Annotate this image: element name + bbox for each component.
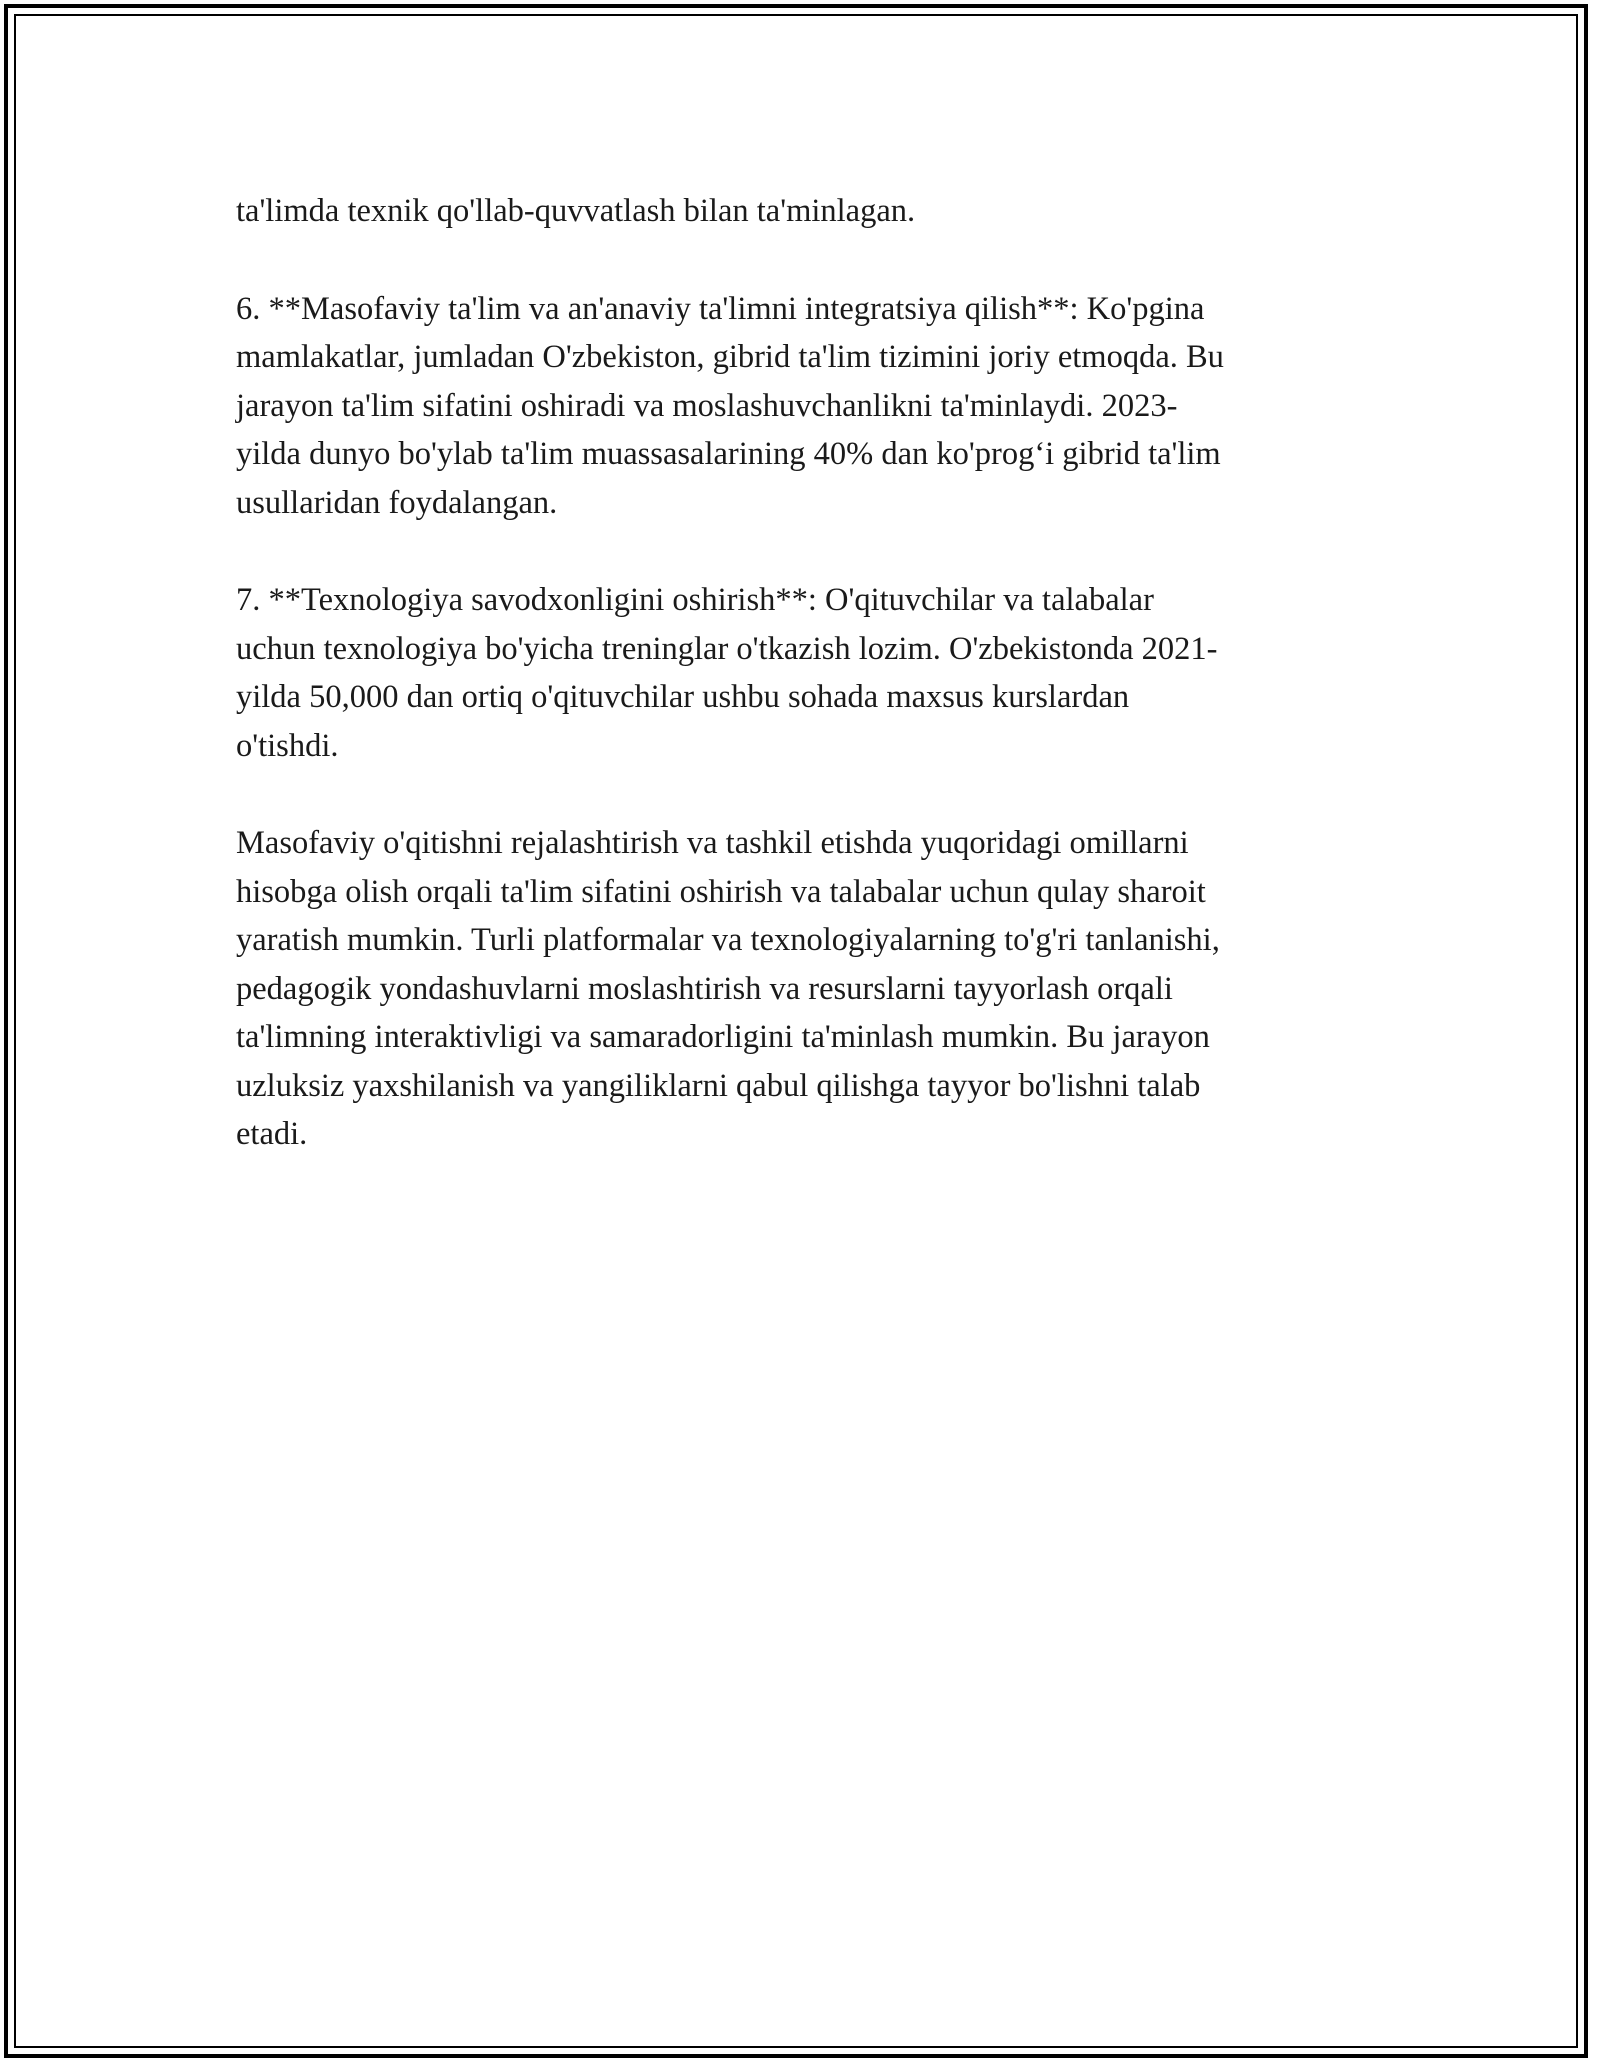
paragraph-conclusion: Masofaviy o'qitishni rejalashtirish va tashkil etishda yuqoridagi omillarni hisobga olish orqali ta'lim sifatini oshirish va talabalar uchun qulay sharoit yaratish mumkin. Turli platformalar va texnologiyalarning to'g'ri tanlanishi, pedagogik yondashuvlarni moslashtirish va resurslarni tayyorlash orqali ta'limning interaktivligi va samaradorligini ta'minlash mumkin. Bu jarayon uzluksiz yaxshilanish va yangiliklarni qabul qilishga tayyor bo'lishni talab etadi.: [236, 825, 1220, 1152]
document-body: [236, 187, 1356, 1208]
paragraph-continuation: ta'limda texnik qo'llab-quvvatlash bilan ta'minlagan.: [236, 193, 916, 229]
paragraph-item-6: 6. **Masofaviy ta'lim va an'anaviy ta'limni integratsiya qilish**: Ko'pgina mamlakatlar, jumladan O'zbekiston, gibrid ta'lim tizimini joriy etmoqda. Bu jarayon ta'lim sifatini oshiradi va moslashuvchanlikni ta'minlaydi. 2023- yilda dunyo bo'ylab ta'lim muassasalarining 40% dan ko'prog‘i gibrid ta'lim usullaridan foydalangan.: [236, 290, 1224, 521]
paragraph-item-7: 7. **Texnologiya savodxonligini oshirish**: O'qituvchilar va talabalar uchun texnologiya bo'yicha treninglar o'tkazish lozim. O'zbekistonda 2021- yilda 50,000 dan ortiq o'qituvchilar ushbu sohada maxsus kurslardan o'tishdi.: [236, 582, 1218, 764]
